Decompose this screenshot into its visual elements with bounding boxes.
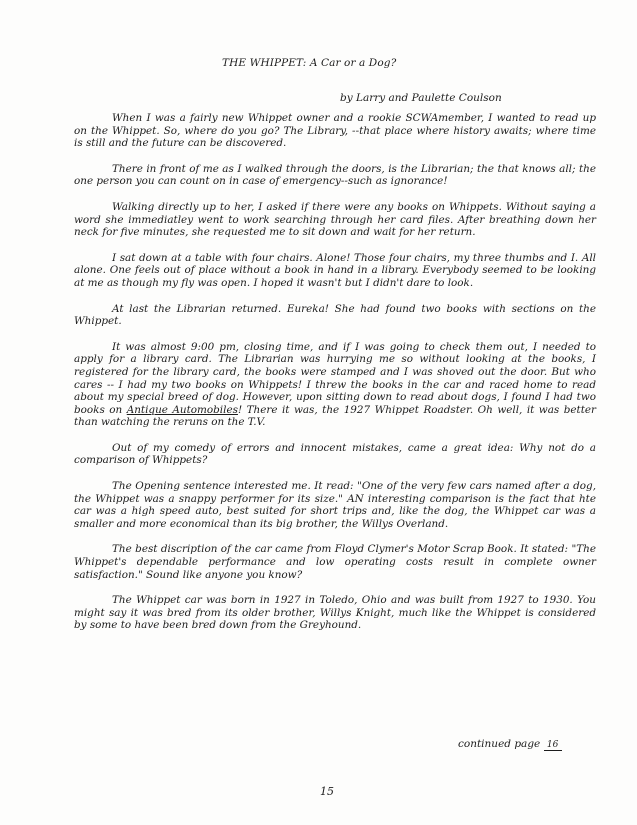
paragraph-best-description: The best discription of the car came from Floyd Clymer's Motor Scrap Book. It stated: "The Whippet's dependable performance and low operating costs result in complete owner satisfaction." Sound like anyone you know? — [74, 543, 596, 581]
article-byline: by Larry and Paulette Coulson — [340, 92, 502, 104]
paragraph-waiting: I sat down at a table with four chairs. Alone! Those four chairs, my three thumbs and I. All alone. One feels out of place without a book in hand in a library. Everybody seemed to be looking at me as though my fly was open. I hoped it wasn't but I didn't dare to look. — [74, 251, 596, 289]
paragraph-history: The Whippet car was born in 1927 in Toledo, Ohio and was built from 1927 to 1930. You might say it was bred from its older brother, Willys Knight, much like the Whippet is considered by some to have been bred down from the Greyhound. — [74, 594, 596, 632]
article-body — [74, 112, 596, 645]
book-title-antique-automobiles: Antique Automobiles — [126, 403, 238, 416]
paragraph-eureka: At last the Librarian returned. Eureka! She had found two books with sections on the Whippet. — [74, 302, 596, 328]
continued-page-number: 16 — [544, 740, 562, 751]
paragraph-great-idea: Out of my comedy of errors and innocent mistakes, came a great idea: Why not do a comparison of Whippets? — [74, 441, 596, 467]
paragraph-library-card-text-before: It was almost 9:00 pm, closing time, and if I was going to check them out, I needed to apply for a library card. The Librarian was hurrying me so without looking at the books, I registered for the library card, the books were stamped and I was shoved out the door. But who cares -- I had my two books on Whippets! I threw the books in the car and raced home to read about my special breed of dog. However, upon sitting down to read about dogs, I found I had two books on — [74, 340, 596, 416]
article-title: THE WHIPPET: A Car or a Dog? — [222, 57, 397, 69]
paragraph-library-card-text-after: ! There it was, the 1927 Whippet Roadster. Oh well, it was better than watching the reruns on the T.V. — [74, 403, 596, 429]
paragraph-library-card — [74, 341, 596, 429]
paragraph-opening-sentence: The Opening sentence interested me. It read: "One of the very few cars named after a dog, the Whippet was a snappy performer for its size." AN interesting comparison is the fact that hte car was a high speed auto, best suited for short trips and, like the dog, the Whippet car was a smaller and more economical than its big brother, the Willys Overland. — [74, 480, 596, 530]
paragraph-asking: Walking directly up to her, I asked if there were any books on Whippets. Without saying a word she immediatley went to work searching through her card files. After breathing down her neck for five minutes, she requested me to sit down and wait for her return. — [74, 200, 596, 239]
paragraph-library-intro: When I was a fairly new Whippet owner and a rookie SCWAmember, I wanted to read up on the Whippet. So, where do you go? The Library, --that place where history awaits; where time is still and the future can be discovered. — [74, 112, 596, 150]
continued-note — [458, 738, 562, 751]
paragraph-librarian: There in front of me as I walked through the doors, is the Librarian; the that knows all; the one person you can count on in case of emergency--such as ignorance! — [74, 162, 596, 188]
continued-label: continued page — [458, 738, 541, 750]
page-number: 15 — [320, 785, 334, 798]
